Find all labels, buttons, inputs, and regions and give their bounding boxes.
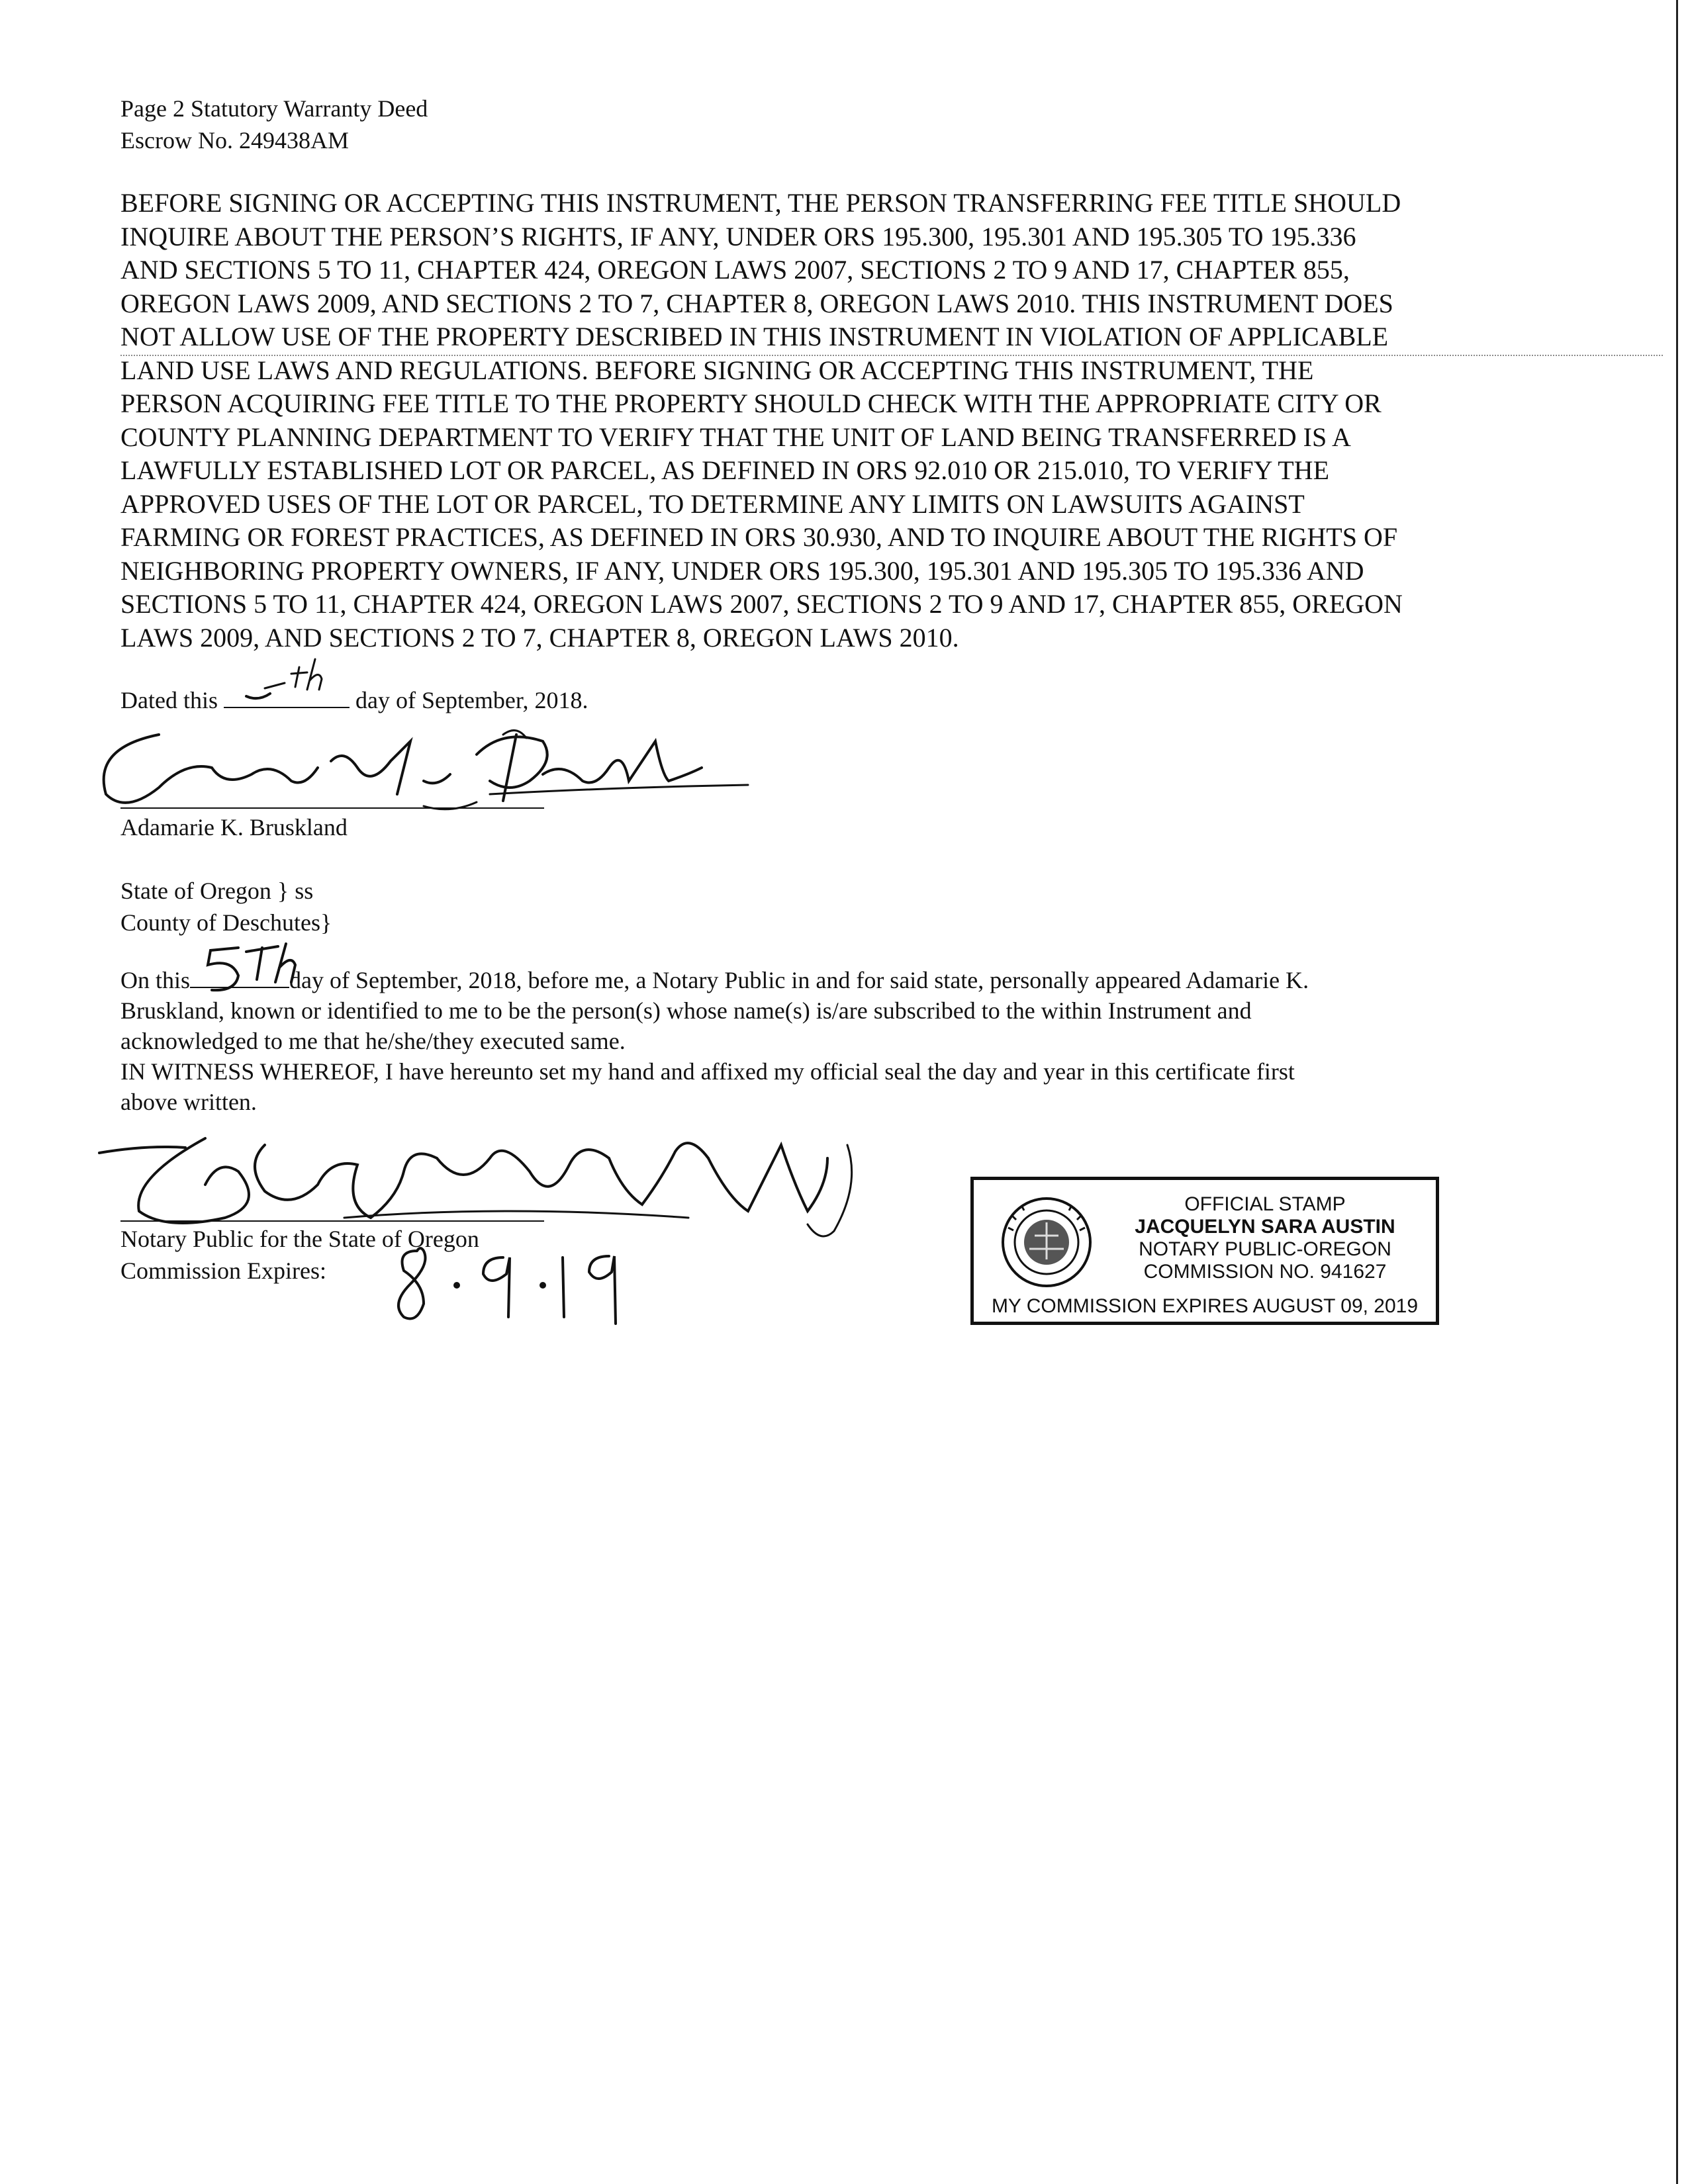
state-seal-icon [1000,1196,1093,1289]
statement-line: OREGON LAWS 2009, AND SECTIONS 2 TO 7, CHAPTER 8, OREGON LAWS 2010. THIS INSTRUMENT DOES [120,288,1393,318]
grantor-name: Adamarie K. Bruskland [120,814,348,841]
statement-line: SECTIONS 5 TO 11, CHAPTER 424, OREGON LAWS 2007, SECTIONS 2 TO 9 AND 17, CHAPTER 855, OREGON [120,589,1403,619]
statement-line: FARMING OR FOREST PRACTICES, AS DEFINED IN ORS 30.930, AND TO INQUIRE ABOUT THE RIGHTS OF [120,522,1398,552]
statement-line: NEIGHBORING PROPERTY OWNERS, IF ANY, UNDER ORS 195.300, 195.301 AND 195.305 TO 195.336 AND [120,555,1364,586]
statement-line: PERSON ACQUIRING FEE TITLE TO THE PROPERTY SHOULD CHECK WITH THE APPROPRIATE CITY OR [120,388,1382,418]
ack-line-1-rest: day of September, 2018, before me, a Notary Public in and for said state, personally appeared Adamarie K. [289,967,1309,993]
statement-line: BEFORE SIGNING OR ACCEPTING THIS INSTRUMENT, THE PERSON TRANSFERRING FEE TITLE SHOULD [120,188,1401,218]
stamp-notary-name: JACQUELYN SARA AUSTIN [1135,1216,1395,1238]
statement-line: LAWS 2009, AND SECTIONS 2 TO 7, CHAPTER 8, OREGON LAWS 2010. [120,622,959,653]
grantor-signature [79,721,755,821]
dated-suffix: day of September, 2018. [355,687,588,713]
statement-line: INQUIRE ABOUT THE PERSON’S RIGHTS, IF ANY, UNDER ORS 195.300, 195.301 AND 195.305 TO 195.336 [120,221,1356,251]
official-notary-stamp [970,1177,1439,1325]
page-edge [1676,0,1678,2184]
statement-line: COUNTY PLANNING DEPARTMENT TO VERIFY THAT THE UNIT OF LAND BEING TRANSFERRED IS A [120,422,1351,452]
handwritten-expiry-date [391,1238,642,1330]
grantor-signature-line [120,807,544,809]
handwritten-dated-day-mark [238,655,371,708]
venue-block [120,875,332,938]
stamp-notary-title: NOTARY PUBLIC-OREGON [1139,1238,1391,1260]
venue-county: County of Deschutes} [120,909,332,936]
escrow-number: Escrow No. 249438AM [120,127,349,154]
statement-line: AND SECTIONS 5 TO 11, CHAPTER 424, OREGON LAWS 2007, SECTIONS 2 TO 9 AND 17, CHAPTER 855, [120,255,1350,285]
statutory-statement [120,187,1537,655]
handwritten-ack-day-mark [192,938,324,998]
ack-line-2: Bruskland, known or identified to me to be the person(s) whose name(s) is/are subscribed to the within Instrument and [120,997,1252,1024]
statement-line: LAWFULLY ESTABLISHED LOT OR PARCEL, AS DEFINED IN ORS 92.010 OR 215.010, TO VERIFY THE [120,455,1329,485]
dated-prefix: Dated this [120,687,218,713]
ack-line-3: acknowledged to me that he/she/they executed same. [120,1028,626,1054]
notary-title: Notary Public for the State of Oregon [120,1226,479,1252]
stamp-expiration: MY COMMISSION EXPIRES AUGUST 09, 2019 [991,1295,1419,1317]
notary-acknowledgment [120,965,1564,1117]
stamp-text [1106,1193,1424,1283]
stamp-heading: OFFICIAL STAMP [1184,1193,1346,1215]
scan-artifact-line [120,355,1663,356]
ack-line-5: above written. [120,1089,257,1115]
statement-line: APPROVED USES OF THE LOT OR PARCEL, TO DETERMINE ANY LIMITS ON LAWSUITS AGAINST [120,488,1305,519]
header-title: Page 2 Statutory Warranty Deed [120,95,428,122]
notary-signature-line [120,1220,544,1222]
ack-line-1 [120,965,1564,995]
ack-on-this: On this [120,967,191,993]
statement-line: NOT ALLOW USE OF THE PROPERTY DESCRIBED IN THIS INSTRUMENT IN VIOLATION OF APPLICABLE [120,322,1389,351]
commission-expires-label: Commission Expires: [120,1257,327,1284]
stamp-commission-number: COMMISSION NO. 941627 [1143,1261,1387,1283]
document-header [120,93,428,156]
statement-line: LAND USE LAWS AND REGULATIONS. BEFORE SIGNING OR ACCEPTING THIS INSTRUMENT, THE [120,355,1314,385]
venue-state: State of Oregon } ss [120,878,314,904]
ack-line-4: IN WITNESS WHEREOF, I have hereunto set my hand and affixed my official seal the day and year in this certificate first [120,1058,1295,1085]
